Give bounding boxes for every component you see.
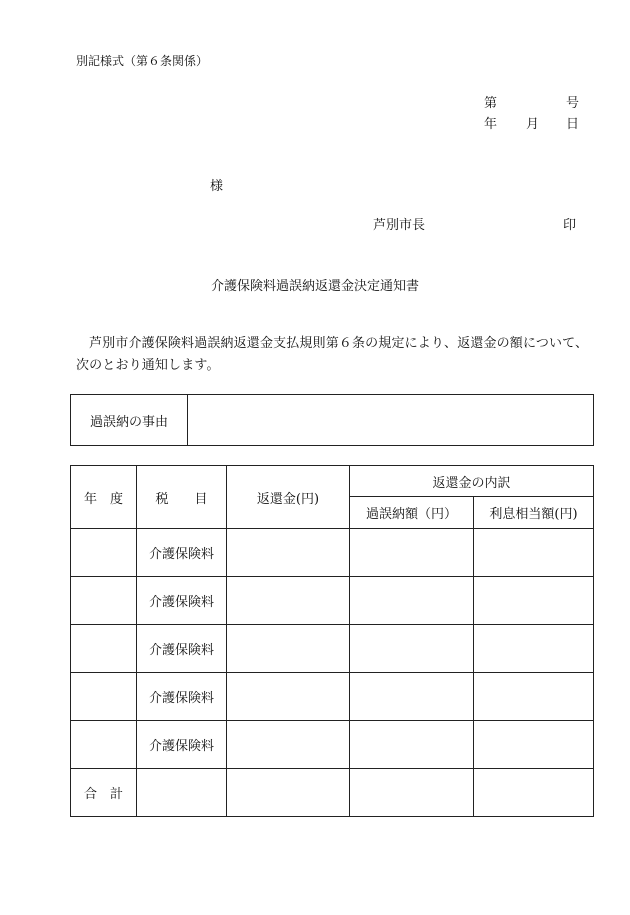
row-interest xyxy=(474,673,594,721)
row-refund xyxy=(227,625,350,673)
row-interest xyxy=(474,529,594,577)
row-overpaid xyxy=(350,529,474,577)
table-row xyxy=(71,529,594,577)
row-tax-item: 介護保険料 xyxy=(137,625,227,673)
date-day: 日 xyxy=(566,117,580,132)
row-refund xyxy=(227,577,350,625)
table-row xyxy=(71,577,594,625)
table-row xyxy=(71,625,594,673)
row-tax-item: 介護保険料 xyxy=(137,577,227,625)
row-tax-item: 介護保険料 xyxy=(137,529,227,577)
table-row xyxy=(71,673,594,721)
number-suffix: 号 xyxy=(566,96,580,111)
row-year xyxy=(71,625,137,673)
row-overpaid xyxy=(350,625,474,673)
total-overpaid xyxy=(350,769,474,817)
table-row xyxy=(71,721,594,769)
total-label: 合 計 xyxy=(71,769,137,817)
date-year: 年 xyxy=(484,117,498,132)
row-overpaid xyxy=(350,577,474,625)
header-overpaid: 過誤納額（円） xyxy=(350,497,474,529)
row-interest xyxy=(474,721,594,769)
refund-detail-table xyxy=(70,465,594,817)
row-interest xyxy=(474,577,594,625)
reason-label: 過誤納の事由 xyxy=(71,395,188,446)
row-year xyxy=(71,721,137,769)
row-overpaid xyxy=(350,721,474,769)
total-refund xyxy=(227,769,350,817)
row-interest xyxy=(474,625,594,673)
total-row xyxy=(71,769,594,817)
row-year xyxy=(71,529,137,577)
reason-value xyxy=(188,395,594,446)
row-tax-item: 介護保険料 xyxy=(137,673,227,721)
form-reference: 別記様式（第６条関係） xyxy=(76,54,209,68)
seal-mark: 印 xyxy=(563,218,577,233)
document-body: 芦別市介護保険料過誤納返還金支払規則第６条の規定により、返還金の額について、次のとおり通知します。 xyxy=(76,336,589,373)
total-tax-item xyxy=(137,769,227,817)
row-tax-item: 介護保険料 xyxy=(137,721,227,769)
row-refund xyxy=(227,721,350,769)
row-year xyxy=(71,577,137,625)
row-refund xyxy=(227,529,350,577)
date-month: 月 xyxy=(526,117,540,132)
row-year xyxy=(71,673,137,721)
row-overpaid xyxy=(350,673,474,721)
row-refund xyxy=(227,673,350,721)
addressee-honorific: 様 xyxy=(210,179,224,194)
reason-table xyxy=(70,394,594,446)
header-refund: 返還金(円) xyxy=(227,466,350,529)
header-tax-item: 税 目 xyxy=(137,466,227,529)
number-prefix: 第 xyxy=(484,96,498,111)
header-interest: 利息相当額(円) xyxy=(474,497,594,529)
document-title: 介護保険料過誤納返還金決定通知書 xyxy=(210,279,419,294)
total-interest xyxy=(474,769,594,817)
header-breakdown: 返還金の内訳 xyxy=(350,466,594,497)
header-year: 年 度 xyxy=(71,466,137,529)
issuer-title: 芦別市長 xyxy=(373,218,426,233)
